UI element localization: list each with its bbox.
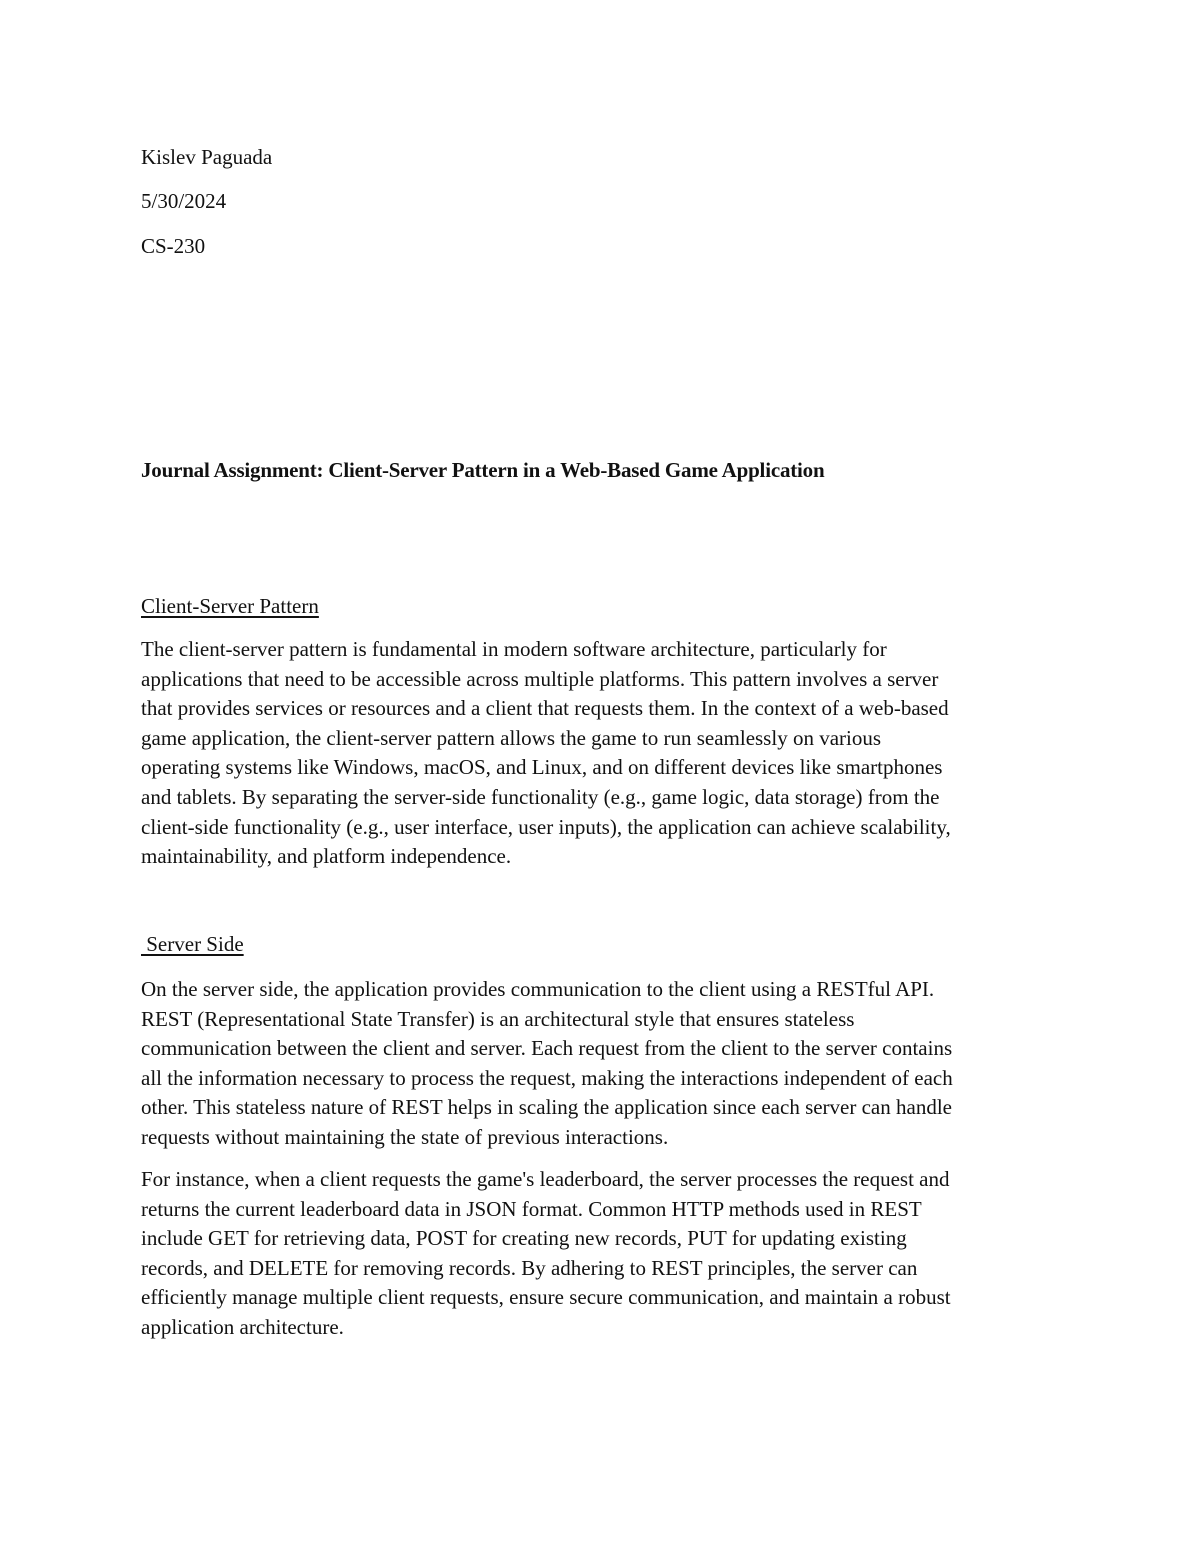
paragraph-line: communication between the client and server. Each request from the client to the server contains [141,1036,953,1061]
paragraph-line: returns the current leaderboard data in JSON format. Common HTTP methods used in REST [141,1196,922,1221]
paragraph-line: requests without maintaining the state of previous interactions. [141,1124,669,1149]
paragraph-line: other. This stateless nature of REST helps in scaling the application since each server can handle [141,1095,952,1120]
paragraph-line: game application, the client-server pattern allows the game to run seamlessly on various [141,725,882,750]
document-title: Journal Assignment: Client-Server Pattern in a Web-Based Game Application [141,458,825,482]
date-line: 5/30/2024 [141,189,227,213]
paragraph-line: The client-server pattern is fundamental in modern software architecture, particularly for [141,637,887,661]
paragraph-line: operating systems like Windows, macOS, and Linux, and on different devices like smartphones [141,755,943,780]
paragraph-line: include GET for retrieving data, POST for creating new records, PUT for updating existing [141,1226,907,1251]
section-heading-client-server: Client-Server Pattern [141,594,319,618]
paragraph-client-server [141,635,1056,872]
paragraph-line: client-side functionality (e.g., user interface, user inputs), the application can achieve scalability, [141,814,951,839]
paragraph-line: that provides services or resources and a client that requests them. In the context of a web-based [141,696,949,721]
paragraph-line: applications that need to be accessible across multiple platforms. This pattern involves a server [141,666,939,691]
course-line: CS-230 [141,234,206,258]
paragraph-line: records, and DELETE for removing records. By adhering to REST principles, the server can [141,1255,918,1280]
paragraph-line: and tablets. By separating the server-side functionality (e.g., game logic, data storage) from the [141,784,940,809]
paragraph-line: all the information necessary to process the request, making the interactions independent of each [141,1065,953,1090]
author-name: Kislev Paguada [141,145,273,169]
section-heading-server-side: Server Side [141,932,244,956]
paragraph-line: efficiently manage multiple client requests, ensure secure communication, and maintain a robust [141,1285,951,1310]
paragraph-line: On the server side, the application provides communication to the client using a RESTful API. [141,977,935,1001]
paragraph-server-side-2 [141,1165,1056,1343]
paragraph-line: For instance, when a client requests the game's leaderboard, the server processes the request and [141,1167,950,1191]
paragraph-line: maintainability, and platform independence. [141,844,512,869]
paragraph-line: REST (Representational State Transfer) is an architectural style that ensures stateless [141,1006,855,1031]
paragraph-server-side-1 [141,975,1056,1153]
paragraph-line: application architecture. [141,1314,344,1339]
